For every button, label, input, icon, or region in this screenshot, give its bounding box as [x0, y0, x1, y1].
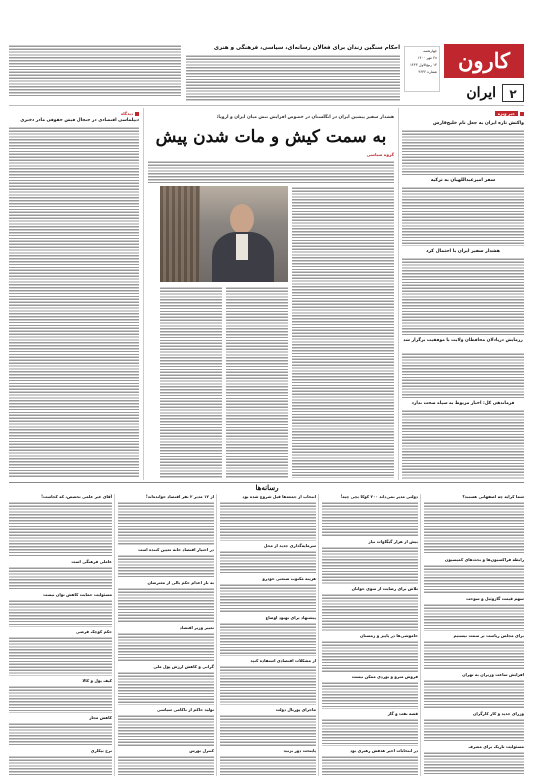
main-story-byline: گروه سیاسی	[366, 152, 394, 157]
roundup-c5-h6: کاهش مجاز	[89, 715, 112, 720]
roundup-c4-b6	[118, 714, 214, 746]
roundup-column-1	[424, 494, 524, 776]
roundup-banner: رسانه‌ها	[255, 483, 279, 492]
roundup-divider-4	[114, 494, 115, 776]
left-column-kicker-row	[9, 110, 139, 117]
tag-marker-icon	[520, 112, 524, 116]
roundup-c4-h5: گرانی و کاهش ارزش پول ملی	[153, 664, 214, 669]
roundup-c5-h1: آقای غیر علمی تخصص، که کجاست!	[41, 494, 112, 499]
page-number: ۲	[502, 84, 524, 102]
roundup-c4-b3	[118, 587, 214, 623]
roundup-c2-b3	[322, 593, 418, 631]
roundup-c1-h4: برای مجلس ریاست بر سمت نیستیم	[453, 633, 524, 638]
roundup-c4-b4	[118, 632, 214, 662]
sidebar-headline-4: رزمایش دریادلان محافظان ولایت با موفقیت برگزار شد	[403, 338, 523, 343]
sidebar-headline-5: فرماندهی کل: اخبار مربوط به سپاه صحت ندارد	[411, 401, 515, 406]
masthead-info-box	[404, 46, 440, 92]
date-day: چهارشنبه	[423, 49, 437, 53]
roundup-divider-1	[420, 494, 421, 776]
sidebar-headline-1: واکنش تازه ایران به جعل نام خلیج‌فارس	[433, 121, 524, 126]
roundup-c5-h5: کیف پول و کالا	[82, 678, 112, 683]
top-story-body	[186, 54, 400, 102]
roundup-c1-b6	[424, 718, 524, 742]
roundup-column-3	[220, 494, 316, 776]
roundup-c4-h7: کنترل بورس	[189, 748, 214, 753]
date-other: ۱۳ ربیع‌الاول ۱۴۴۳	[409, 63, 437, 67]
roundup-divider-3	[216, 494, 217, 776]
roundup-c2-b2	[322, 546, 418, 584]
roundup-c3-h6: ماجرای پورتال دولت	[275, 707, 316, 712]
roundup-c4-b2	[118, 554, 214, 578]
roundup-c3-b7	[220, 755, 316, 775]
roundup-c1-b2	[424, 564, 524, 594]
top-story-title: احکام سنگین زندان برای فعالان رسانه‌ای، سیاسی، فرهنگی و هنری	[213, 45, 400, 51]
roundup-c5-b5	[9, 685, 112, 713]
sidebar-headline-3: هشدار سفیر ایران با احتمال کرد	[426, 249, 500, 254]
roundup-c1-b3	[424, 603, 524, 631]
roundup-c5-b4	[9, 636, 112, 676]
roundup-c3-b5	[220, 665, 316, 705]
roundup-c2-h7: در انتخابات اخیر هدفش رهبری بود	[350, 748, 418, 753]
roundup-c1-h5: افزایش ساعت وزیران به تهران	[462, 672, 524, 677]
sidebar-body-5	[402, 409, 524, 479]
main-story-lead	[148, 160, 394, 184]
roundup-column-4	[118, 494, 214, 776]
photo-person-head	[230, 204, 254, 234]
roundup-c1-h1: شما کرایه چه اصفهانی هستید؟	[462, 494, 524, 499]
main-story-col-5	[148, 240, 158, 478]
sidebar-body-4	[402, 352, 524, 398]
main-story-title: به سمت کیش و مات شدن پیش	[155, 127, 387, 147]
left-column-kicker: دیدگاه	[120, 111, 133, 116]
sidebar-body-2	[402, 186, 524, 246]
masthead	[404, 44, 524, 104]
roundup-c2-h5: فروش مترو و بوردی ممکن نیست	[351, 674, 418, 679]
roundup-c4-b1	[118, 501, 214, 545]
top-divider	[9, 105, 524, 106]
roundup-c3-h3: هزینه مکتوب صنعتی خودرو	[262, 576, 316, 581]
left-column-divider	[143, 108, 144, 480]
roundup-c1-b4	[424, 640, 524, 670]
roundup-c1-b1	[424, 501, 524, 555]
roundup-c5-h7: نرخ بیکاری	[90, 748, 112, 753]
left-column-title: دیپلماسی اقتصادی در جنجال فیش حقوقی مادر دختری	[20, 118, 139, 123]
roundup-c5-h2: عاملی فرهنگی است	[71, 559, 112, 564]
main-story-col-1	[292, 186, 394, 478]
roundup-c4-h4: تغییر وزیر اقتصاد	[179, 625, 214, 630]
special-news-tag-label: خبر ویژه	[495, 111, 518, 116]
roundup-c5-b1	[9, 501, 112, 557]
roundup-c1-b5	[424, 679, 524, 709]
sidebar-divider	[398, 108, 399, 480]
roundup-c3-b4	[220, 622, 316, 656]
roundup-c2-h3: تلاش برای رضایت از سوی جوانان	[351, 586, 418, 591]
sidebar-body-1	[402, 129, 524, 175]
interviewee-photo	[160, 186, 288, 282]
roundup-c3-h2: سرمایه‌گذاری جدید از محل	[263, 543, 316, 548]
roundup-c2-b1	[322, 501, 418, 537]
roundup-c3-b6	[220, 714, 316, 746]
roundup-column-5	[9, 494, 112, 776]
left-column-body	[9, 126, 139, 478]
roundup-c3-h1: انتخاب از جمعه‌ها قبل شروع شده بود	[242, 494, 316, 499]
roundup-c2-h6: قصه نفت و گاز	[387, 711, 418, 716]
roundup-c2-b4	[322, 640, 418, 672]
main-story-col-2	[226, 286, 288, 478]
roundup-c2-h2: بیش از هزار گیگاوات نیاز	[368, 539, 418, 544]
roundup-c4-b5	[118, 671, 214, 705]
section-name: ایران	[466, 85, 496, 101]
roundup-divider-2	[318, 494, 319, 776]
roundup-c2-h4: خاموشی‌ها در پاییز و زمستان	[359, 633, 418, 638]
roundup-c4-h6: تولید حاکم از ناکامی سیاسی	[157, 707, 214, 712]
main-story-kicker: هشدار سفیر پیشین ایران در انگلستان در خصوص افزایش تنش میان ایران و اروپا:	[216, 115, 394, 120]
photo-person-shirt	[236, 234, 248, 260]
roundup-c2-b5	[322, 681, 418, 709]
roundup-c5-h4: حکم کوچک قرضی	[76, 629, 112, 634]
roundup-c1-h2: رابطه فراکسیون‌ها و بحث‌های کمیسیون	[444, 557, 524, 562]
roundup-c5-b7	[9, 755, 112, 775]
top-left-article-body	[9, 44, 181, 96]
roundup-column-2	[322, 494, 418, 776]
roundup-c2-b6	[322, 718, 418, 746]
roundup-c2-h1: دولتی مدیر نمی‌داند ۲۰۰ کوکا بچی چیه!	[340, 494, 418, 499]
roundup-c1-h3: سهم قیمت گازوئیل و سوخت	[466, 596, 524, 601]
roundup-c4-h1: از ۱۲ مدیر ۲ نفر اقتصاد خوانده‌اند!	[145, 494, 214, 499]
special-news-tag	[448, 110, 524, 117]
roundup-c4-b7	[118, 755, 214, 775]
roundup-c1-h6: وزرای جدید و کار کارگران	[472, 711, 524, 716]
roundup-c5-h3: مسئولیت حمایت کاهش توان نیست	[43, 592, 112, 597]
roundup-c3-h4: پیشنهاد برای بهبود اوضاع	[265, 615, 316, 620]
roundup-c2-b7	[322, 755, 418, 775]
kicker-marker-icon	[135, 112, 139, 116]
roundup-c5-b3	[9, 599, 112, 627]
main-story-col-3	[160, 286, 222, 478]
roundup-c4-h2: در اختیار اقتصاد خانه تعیین کننده است	[138, 547, 214, 552]
roundup-c1-b7	[424, 751, 524, 775]
photo-bookshelf	[160, 186, 200, 282]
date-jalali: ۲۸ مهر ۱۴۰۰	[417, 56, 437, 60]
newspaper-logo: کارون	[444, 44, 524, 78]
roundup-c1-h7: مسئولیت تاریک برای مصرف	[468, 744, 524, 749]
roundup-c5-b6	[9, 722, 112, 746]
issue-number: شماره ۳۶۳۲	[418, 70, 437, 74]
sidebar-body-3	[402, 257, 524, 335]
roundup-c3-b2	[220, 550, 316, 574]
roundup-c5-b2	[9, 566, 112, 590]
roundup-c3-b3	[220, 583, 316, 613]
roundup-c3-b1	[220, 501, 316, 541]
roundup-c3-h7: پایتخت دور بزنید	[283, 748, 316, 753]
roundup-c3-h5: از مشکلات اقتصادی استفاده کنید	[250, 658, 316, 663]
sidebar-headline-2: سفر امیرعبداللهیان به ترکیه	[430, 178, 496, 183]
roundup-c4-h3: به بار اعدام حکم بالی از معترضان	[147, 580, 214, 585]
